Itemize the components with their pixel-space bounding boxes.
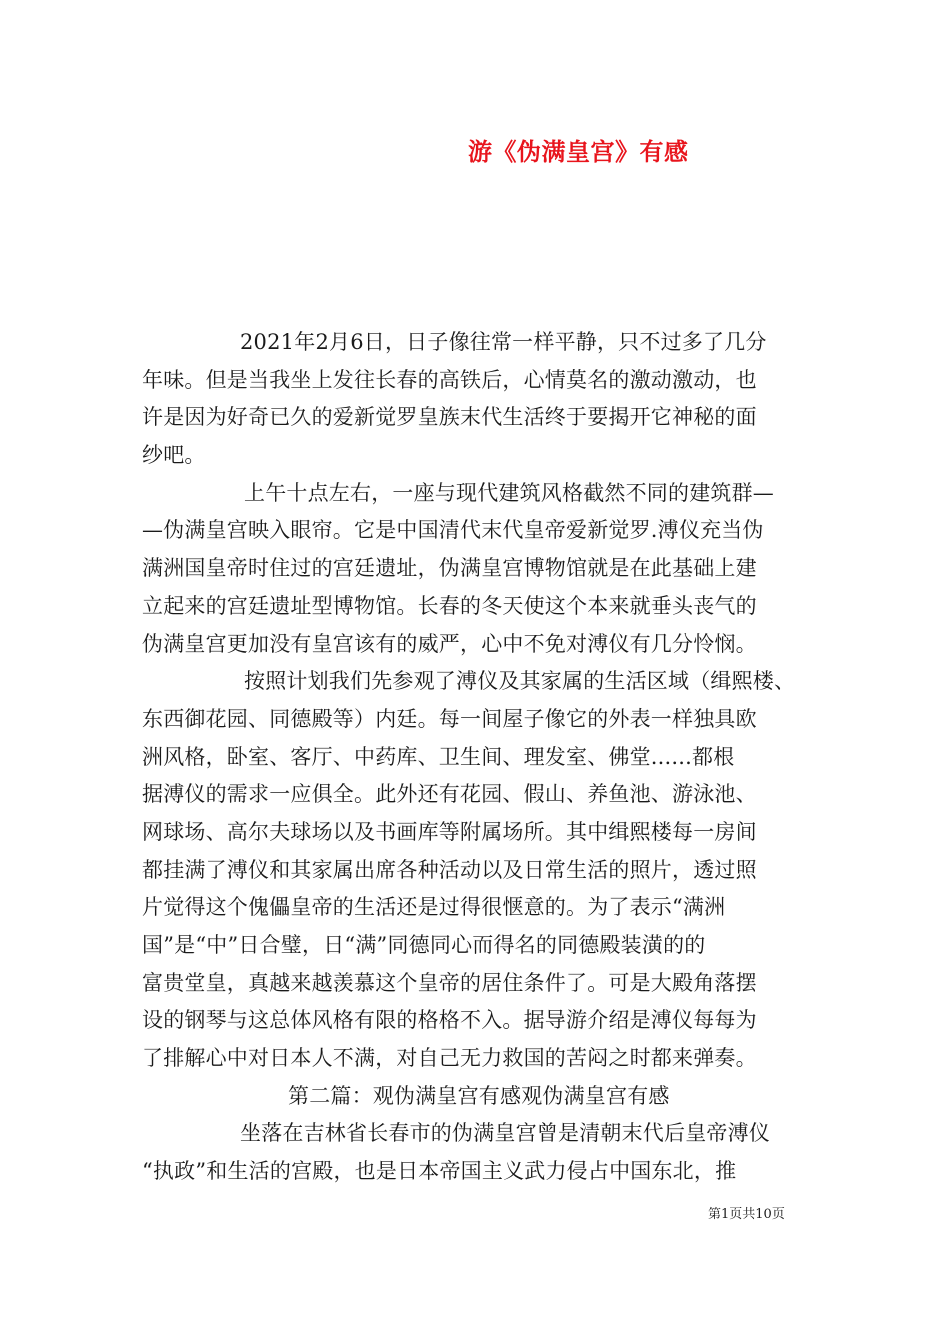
paragraph-line: 立起来的宫廷遗址型博物馆。长春的冬天使这个本来就垂头丧气的 [142,593,757,618]
paragraph-line: 都挂满了溥仪和其家属出席各种活动以及日常生活的照片，透过照 [142,857,757,882]
paragraph-line: 东西御花园、同德殿等）内廷。每一间屋子像它的外表一样独具欧 [142,706,757,731]
paragraph-line: —伪满皇宫映入眼帘。它是中国清代末代皇帝爱新觉罗.溥仪充当伪 [142,518,764,543]
page-number-footer: 第1页共10页 [708,1207,785,1222]
paragraph-line: 纱吧。 [142,443,206,468]
paragraph-line: 2021年2月6日，日子像往常一样平静，只不过多了几分 [240,330,767,354]
paragraph-line: 年味。但是当我坐上发往长春的高铁后，心情莫名的激动激动，也 [142,367,757,392]
paragraph-line: 网球场、高尔夫球场以及书画库等附属场所。其中缉熙楼每一房间 [142,819,757,844]
paragraph-line: 伪满皇宫更加没有皇宫该有的威严，心中不免对溥仪有几分怜悯。 [142,631,757,656]
paragraph-line: 了排解心中对日本人不满，对自己无力救国的苦闷之时都来弹奏。 [142,1046,757,1071]
paragraph-line: 许是因为好奇已久的爱新觉罗皇族末代生活终于要揭开它神秘的面 [142,405,757,430]
paragraph-line: “执政”和生活的宫殿，也是日本帝国主义武力侵占中国东北，推 [142,1159,737,1184]
paragraph-line: 富贵堂皇，真越来越羡慕这个皇帝的居住条件了。可是大殿角落摆 [142,970,757,995]
paragraph-line: 坐落在吉林省长春市的伪满皇宫曾是清朝末代后皇帝溥仪 [240,1121,770,1146]
paragraph-line: 上午十点左右，一座与现代建筑风格截然不同的建筑群— [244,480,774,505]
paragraph-line: 按照计划我们先参观了溥仪及其家属的生活区域（缉熙楼、 [244,669,796,694]
paragraph-line: 设的钢琴与这总体风格有限的格格不入。据导游介绍是溥仪每每为 [142,1008,757,1033]
section-heading: 第二篇：观伪满皇宫有感观伪满皇宫有感 [288,1083,670,1108]
document-title: 游《伪满皇宫》有感 [468,137,689,166]
paragraph-line: 据溥仪的需求一应俱全。此外还有花园、假山、养鱼池、游泳池、 [142,782,757,807]
paragraph-line: 国”是“中”日合璧，日“满”同德同心而得名的同德殿装潢的的 [142,933,706,957]
paragraph-line: 洲风格，卧室、客厅、中药库、卫生间、理发室、佛堂......都根 [142,744,735,769]
paragraph-line: 片觉得这个傀儡皇帝的生活还是过得很惬意的。为了表示“满洲 [142,895,726,920]
document-body [142,324,812,1191]
paragraph-line: 满洲国皇帝时住过的宫廷遗址，伪满皇宫博物馆就是在此基础上建 [142,556,757,581]
